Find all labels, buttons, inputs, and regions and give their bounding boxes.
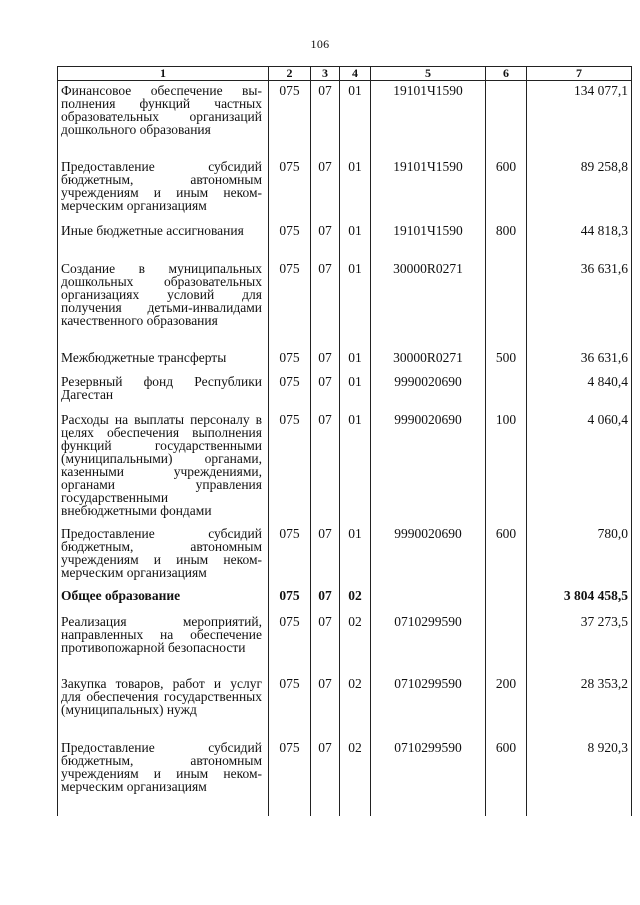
expense-type-code [486,372,527,410]
ministry-code: 075 [269,524,311,586]
target-article-code: 19101Ч1590 [371,157,486,221]
ministry-code: 075 [269,372,311,410]
subsection-code: 01 [340,372,371,410]
column-header: 3 [311,67,340,81]
ministry-code: 075 [269,586,311,612]
budget-table [57,66,632,816]
amount: 780,0 [527,524,632,586]
empty-cell [269,802,311,816]
ministry-code: 075 [269,738,311,802]
expense-type-code: 500 [486,348,527,372]
ministry-code: 075 [269,157,311,221]
empty-cell [371,802,486,816]
expense-type-code: 100 [486,410,527,524]
table-row [58,674,632,738]
table-continuation [58,802,632,816]
column-header: 2 [269,67,311,81]
item-name: Создание в муниципальных дошкольных образовательных организациях условий для получения детьми-инвалидами качественного образования [58,259,269,348]
amount: 37 273,5 [527,612,632,674]
target-article-code: 0710299590 [371,738,486,802]
subsection-code: 01 [340,524,371,586]
item-name: Расходы на выплаты персоналу в целях обеспечения выполнения функций государственными (муниципальными) органами, казенными учреждениями, органами управления государственными внебюджетными фондами [58,410,269,524]
section-code: 07 [311,612,340,674]
table-row [58,221,632,259]
target-article-code: 0710299590 [371,674,486,738]
target-article-code: 30000R0271 [371,348,486,372]
subsection-code: 01 [340,410,371,524]
section-code: 07 [311,524,340,586]
page-number: 106 [310,37,330,51]
subsection-code: 02 [340,586,371,612]
column-header: 1 [58,67,269,81]
ministry-code: 075 [269,612,311,674]
item-name: Финансовое обеспечение выполнения функций частных образовательных организаций дошкольного образования [58,81,269,158]
section-code: 07 [311,221,340,259]
target-article-code: 9990020690 [371,372,486,410]
expense-type-code [486,259,527,348]
ministry-code: 075 [269,348,311,372]
expense-type-code [486,81,527,158]
section-code: 07 [311,81,340,158]
item-name: Резервный фонд Республики Дагестан [58,372,269,410]
table-header-row [58,67,632,81]
subsection-code: 01 [340,157,371,221]
column-header: 5 [371,67,486,81]
item-name: Иные бюджетные ассигнования [58,221,269,259]
expense-type-code: 600 [486,524,527,586]
amount: 89 258,8 [527,157,632,221]
amount: 4 060,4 [527,410,632,524]
table-row [58,738,632,802]
table-row [58,612,632,674]
ministry-code: 075 [269,674,311,738]
table-row [58,348,632,372]
table-row [58,524,632,586]
table-row [58,81,632,158]
item-name: Общее образование [58,586,269,612]
column-header: 4 [340,67,371,81]
ministry-code: 075 [269,410,311,524]
empty-cell [340,802,371,816]
section-code: 07 [311,372,340,410]
item-name: Предоставление субсидий бюджетным, автономным учреждениям и иным некоммерческим организациям [58,157,269,221]
expense-type-code: 200 [486,674,527,738]
target-article-code: 30000R0271 [371,259,486,348]
expense-type-code [486,612,527,674]
amount: 44 818,3 [527,221,632,259]
ministry-code: 075 [269,259,311,348]
empty-cell [486,802,527,816]
target-article-code: 9990020690 [371,524,486,586]
expense-type-code: 600 [486,738,527,802]
subsection-code: 01 [340,259,371,348]
empty-cell [311,802,340,816]
section-code: 07 [311,259,340,348]
item-name: Реализация мероприятий, направленных на обеспечение противопожарной безопасности [58,612,269,674]
target-article-code: 9990020690 [371,410,486,524]
subsection-code: 02 [340,738,371,802]
table-row [58,372,632,410]
amount: 8 920,3 [527,738,632,802]
amount: 4 840,4 [527,372,632,410]
empty-cell [58,802,269,816]
amount: 134 077,1 [527,81,632,158]
table-row [58,259,632,348]
section-code: 07 [311,586,340,612]
section-code: 07 [311,674,340,738]
table-row [58,410,632,524]
column-header: 7 [527,67,632,81]
target-article-code: 0710299590 [371,612,486,674]
table-row [58,586,632,612]
item-name: Межбюджетные трансферты [58,348,269,372]
amount: 36 631,6 [527,259,632,348]
empty-cell [527,802,632,816]
subsection-code: 02 [340,612,371,674]
target-article-code: 19101Ч1590 [371,81,486,158]
section-code: 07 [311,738,340,802]
table-body [58,81,632,817]
table-row [58,157,632,221]
section-code: 07 [311,410,340,524]
ministry-code: 075 [269,221,311,259]
subsection-code: 02 [340,674,371,738]
section-code: 07 [311,348,340,372]
subsection-code: 01 [340,221,371,259]
subsection-code: 01 [340,81,371,158]
expense-type-code: 600 [486,157,527,221]
target-article-code [371,586,486,612]
item-name: Закупка товаров, работ и услуг для обеспечения государственных (муниципальных) нужд [58,674,269,738]
item-name: Предоставление субсидий бюджетным, автономным учреждениям и иным некоммерческим организациям [58,738,269,802]
column-header: 6 [486,67,527,81]
ministry-code: 075 [269,81,311,158]
amount: 36 631,6 [527,348,632,372]
section-code: 07 [311,157,340,221]
expense-type-code: 800 [486,221,527,259]
expense-type-code [486,586,527,612]
item-name: Предоставление субсидий бюджетным, автономным учреждениям и иным некоммерческим организациям [58,524,269,586]
target-article-code: 19101Ч1590 [371,221,486,259]
subsection-code: 01 [340,348,371,372]
amount: 3 804 458,5 [527,586,632,612]
amount: 28 353,2 [527,674,632,738]
